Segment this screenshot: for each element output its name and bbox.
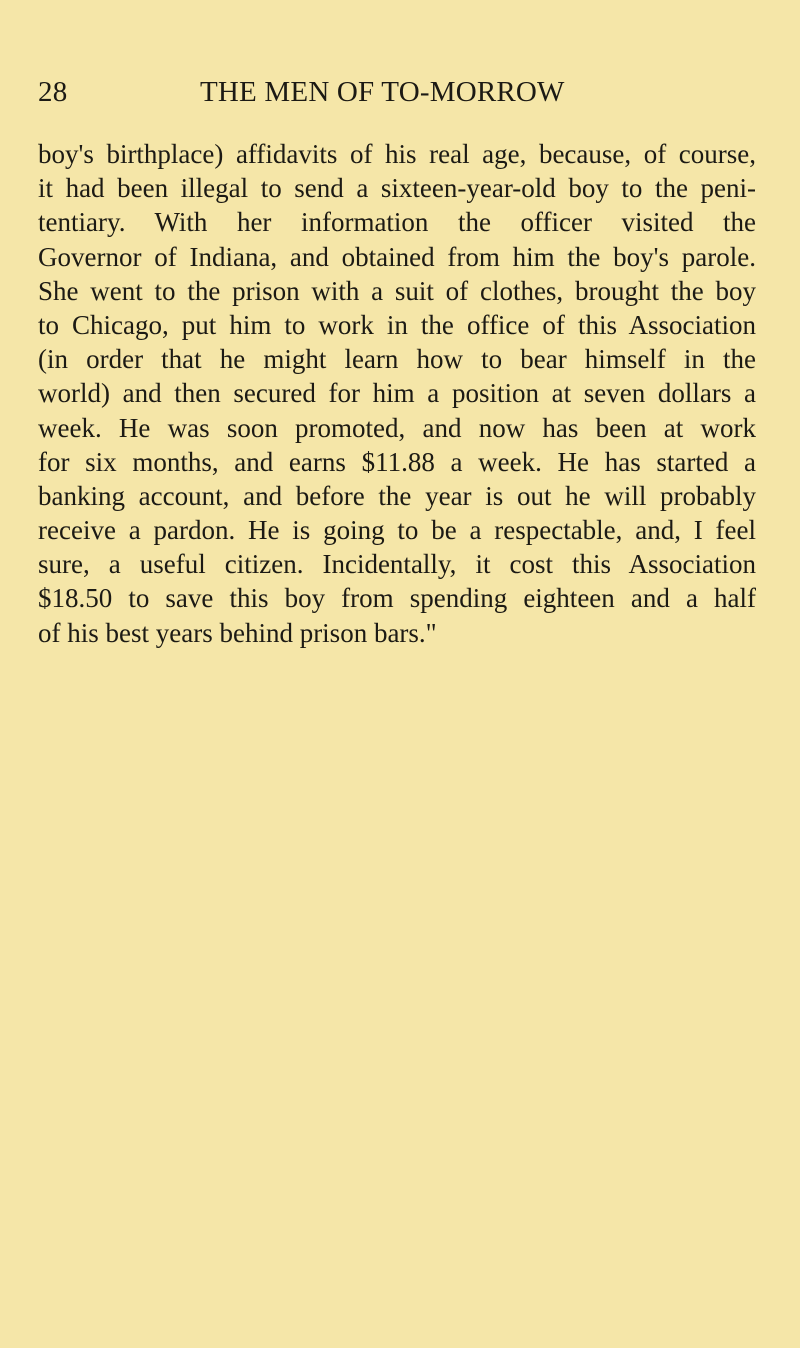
text-line: boy's birthplace) affidavits of his real age, because, of course, [38,139,756,169]
page-number: 28 [38,76,68,108]
text-line: it had been illegal to send a sixteen-year-old boy to the peni- [38,173,756,204]
text-line: She went to the prison with a suit of clothes, brought the boy [38,275,756,306]
text-line: Governor of Indiana, and obtained from him the boy's parole. [38,241,756,272]
text-line: receive a pardon. He is going to be a respectable, and, I feel [38,515,756,546]
text-line: sure, a useful citizen. Incidentally, it cost this Association [38,549,756,580]
text-line: $18.50 to save this boy from spending eighteen and a half [38,583,756,614]
text-line: banking account, and before the year is out he will probably [38,480,756,511]
text-line-last: of his best years behind prison bars." [38,617,437,648]
text-line: for six months, and earns $11.88 a week. He has started a [38,446,756,477]
page-header [38,70,756,114]
text-line: to Chicago, put him to work in the office of this Association [38,309,756,340]
text-line: tentiary. With her information the officer visited the [38,207,756,238]
running-title: THE MEN OF TO-MORROW [200,76,565,108]
book-page [38,70,756,650]
text-line: (in order that he might learn how to bear himself in the [38,344,756,375]
text-line: week. He was soon promoted, and now has been at work [38,412,756,443]
text-line: world) and then secured for him a position at seven dollars a [38,378,756,409]
body-paragraph [38,137,756,650]
